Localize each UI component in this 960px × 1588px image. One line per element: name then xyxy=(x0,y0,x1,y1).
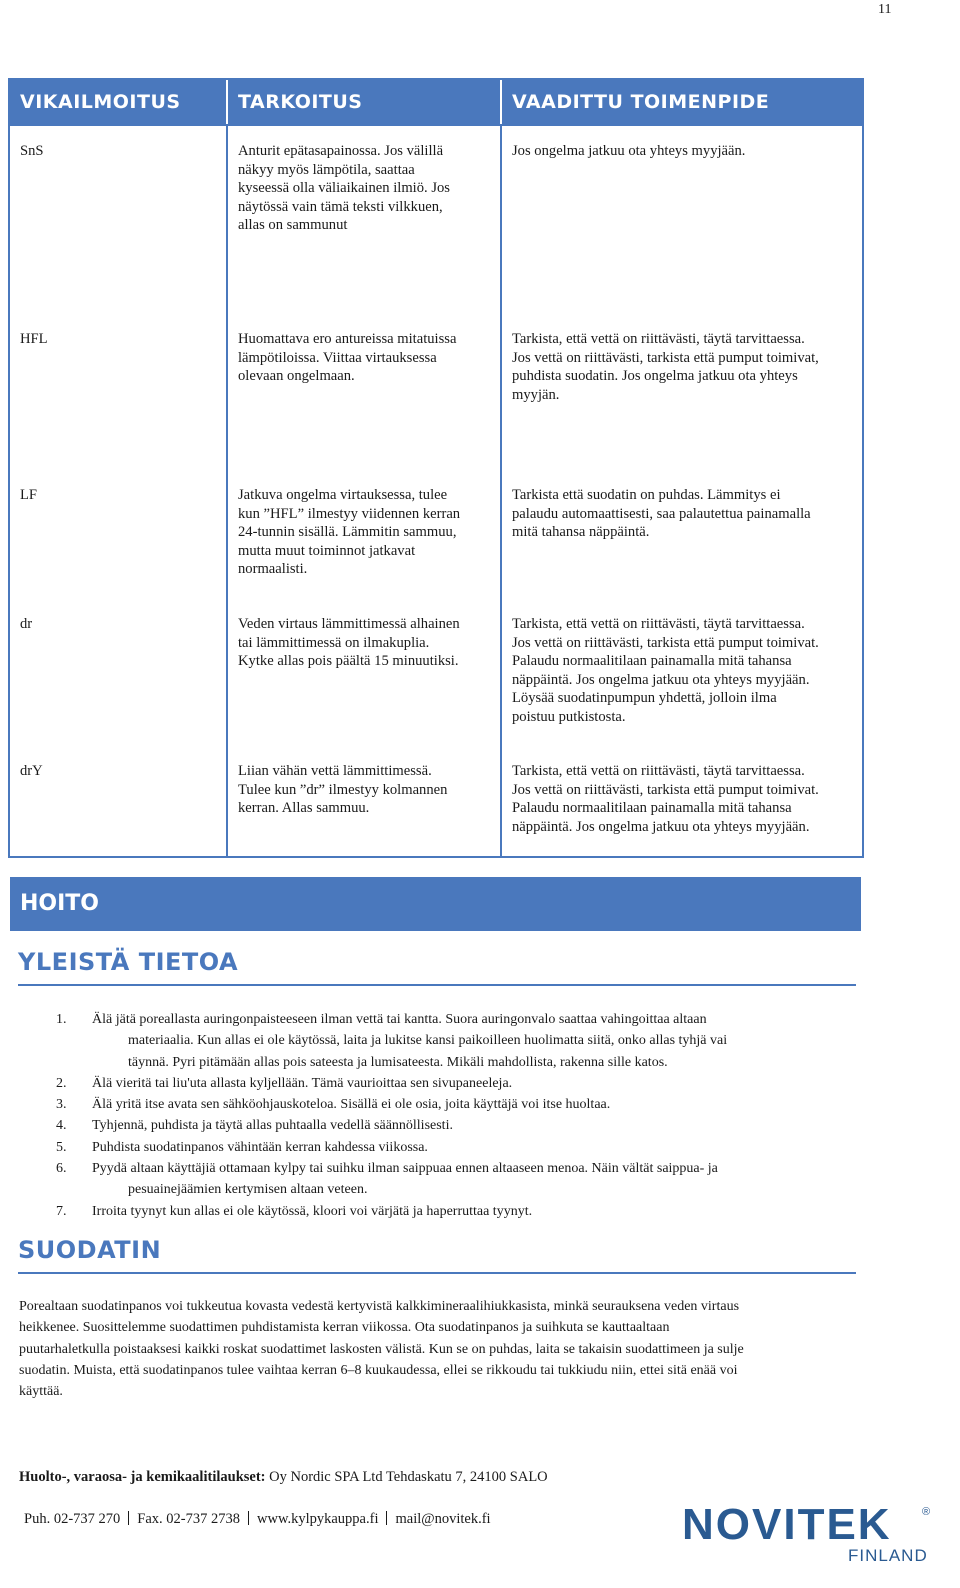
text-line: Älä vieritä tai liu'uta allasta kyljellään. Tämä vaurioittaa sen sivupaneeleja. xyxy=(92,1075,513,1091)
text-line: Huomattava ero antureissa mitatuissa xyxy=(238,331,457,347)
text-line: näppäintä. Jos ongelma jatkuu ota yhteys myyjään. xyxy=(512,671,810,688)
text-line: tai lämmittimessä on ilmakuplia. xyxy=(238,634,430,651)
error-code: LF xyxy=(10,470,228,599)
footer-web-link[interactable]: www.kylpykauppa.fi xyxy=(257,1511,379,1527)
error-meaning xyxy=(228,314,502,470)
novitek-logo xyxy=(680,1495,950,1565)
text-line: Palaudu normaalitilaan painamalla mitä tahansa xyxy=(512,653,792,670)
table-row xyxy=(10,126,862,314)
text-line: Porealtaan suodatinpanos voi tukkeutua kovasta vedestä kertyvistä kalkkimineraalihiukkasista, minkä seurauksena veden virtaus xyxy=(19,1299,740,1314)
list-number: 7. xyxy=(56,1203,67,1219)
care-instructions-list xyxy=(56,1009,856,1222)
footer-contacts xyxy=(24,1511,491,1528)
list-item xyxy=(56,1201,856,1222)
error-code: drY xyxy=(10,746,228,856)
text-line: Tulee kun ”dr” ilmestyy kolmannen xyxy=(238,781,448,798)
error-action xyxy=(502,599,862,746)
footer-phone: Puh. 02-737 270 xyxy=(24,1511,121,1527)
logo-sub: FINLAND xyxy=(848,1546,928,1565)
separator xyxy=(128,1511,129,1525)
table-row xyxy=(10,746,862,856)
error-code-table xyxy=(8,78,864,858)
list-text xyxy=(92,1158,856,1201)
list-number: 3. xyxy=(56,1097,67,1113)
list-number: 4. xyxy=(56,1118,67,1134)
text-line: pesuainejäämien kertymisen altaan veteen. xyxy=(128,1182,368,1198)
error-action xyxy=(502,314,862,470)
text-line: Pyydä altaan käyttäjiä ottamaan kylpy tai suihku ilman saippuaa ennen altaaseen menoa. Näin vältät saippua- ja xyxy=(92,1161,718,1177)
error-code: SnS xyxy=(10,126,228,314)
header-meaning: TARKOITUS xyxy=(228,80,502,124)
list-item xyxy=(56,1115,856,1136)
list-text xyxy=(92,1115,856,1136)
text-line: 24-tunnin sisällä. Lämmitin sammuu, xyxy=(238,524,457,541)
text-line: näppäintä. Jos ongelma jatkuu ota yhteys myyjään. xyxy=(512,818,810,835)
text-line: lämpötiloissa. Viittaa virtauksessa xyxy=(238,349,437,366)
text-line: olevaan ongelmaan. xyxy=(238,368,355,385)
text-line: Puhdista suodatinpanos vähintään kerran kahdessa viikossa. xyxy=(92,1139,428,1155)
text-line: Jatkuva ongelma virtauksessa, tulee xyxy=(238,487,448,503)
text-line: Löysää suodatinpumpun yhdettä, jolloin ilma xyxy=(512,690,777,707)
list-item xyxy=(56,1137,856,1158)
header-action: VAADITTU TOIMENPIDE xyxy=(512,91,770,113)
footer-address xyxy=(19,1469,548,1486)
text-line: normaalisti. xyxy=(238,561,308,578)
list-number: 6. xyxy=(56,1161,67,1177)
text-line: Tarkista, että vettä on riittävästi, täytä tarvittaessa. xyxy=(512,763,805,779)
filter-paragraph xyxy=(19,1296,859,1402)
text-line: Tarkista että suodatin on puhdas. Lämmitys ei xyxy=(512,487,781,503)
text-line: suodatin. Muista, että suodatinpanos tulee vaihtaa kerran 6–8 kuukaudessa, ellei se rikkoudu tai tukkiudu niin, ettei sitä enää voi xyxy=(19,1362,738,1378)
text-line: mutta muut toiminnot jatkavat xyxy=(238,542,416,559)
table-header xyxy=(10,80,862,126)
text-line: Kytke allas pois päältä 15 minuutiksi. xyxy=(238,653,459,670)
list-number: 1. xyxy=(56,1012,67,1027)
separator xyxy=(386,1511,387,1525)
list-text xyxy=(92,1094,856,1115)
list-number: 5. xyxy=(56,1139,67,1155)
footer-label: Huolto-, varaosa- ja kemikaalitilaukset: xyxy=(19,1469,266,1485)
list-item xyxy=(56,1073,856,1094)
section-heading-hoito: HOITO xyxy=(10,877,861,931)
list-item xyxy=(56,1158,856,1201)
text-line: kun ”HFL” ilmestyy viidennen kerran xyxy=(238,505,461,522)
text-line: kerran. Allas sammuu. xyxy=(238,800,370,817)
text-line: mitä tahansa näppäintä. xyxy=(512,524,650,541)
table-row xyxy=(10,314,862,470)
text-line: poistuu putkistosta. xyxy=(512,708,626,725)
table-row xyxy=(10,470,862,599)
subheading-general-info: YLEISTÄ TIETOA xyxy=(18,948,856,986)
list-item xyxy=(56,1094,856,1115)
footer-company: Oy Nordic SPA Ltd Tehdaskatu 7, 24100 SALO xyxy=(265,1469,548,1485)
error-action xyxy=(502,470,862,599)
text-line: Veden virtaus lämmittimessä alhainen xyxy=(238,616,460,632)
text-line: heikkenee. Suosittelemme suodattimen puhdistamista kerran viikossa. Ota suodatinpanos ja suihkuta se kauttaaltaan xyxy=(19,1320,670,1336)
header-error-code: VIKAILMOITUS xyxy=(10,80,228,124)
text-line: allas on sammunut xyxy=(238,217,348,234)
footer-fax: Fax. 02-737 2738 xyxy=(137,1511,240,1527)
error-code: dr xyxy=(10,599,228,746)
text-line: puhdista suodatin. Jos ongelma jatkuu ota yhteys xyxy=(512,368,798,385)
text-line: Jos vettä on riittävästi, tarkista että pumput toimivat. xyxy=(512,781,819,798)
text-line: Irroita tyynyt kun allas ei ole käytössä, kloori voi värjätä ja haperruttaa tyynyt. xyxy=(92,1203,533,1219)
text-line: palaudu automaattisesti, saa palautettua painamalla xyxy=(512,505,811,522)
list-text xyxy=(92,1073,856,1094)
text-line: Älä yritä itse avata sen sähköohjauskoteloa. Sisällä ei ole osia, joita käyttäjä voi itse huoltaa. xyxy=(92,1097,611,1113)
error-meaning xyxy=(228,470,502,599)
error-meaning xyxy=(228,746,502,856)
error-code: HFL xyxy=(10,314,228,470)
text-line: Palaudu normaalitilaan painamalla mitä tahansa xyxy=(512,800,792,817)
text-line: Liian vähän vettä lämmittimessä. xyxy=(238,763,432,779)
list-text xyxy=(92,1137,856,1158)
text-line: Jos vettä on riittävästi, tarkista että pumput toimivat, xyxy=(512,349,819,366)
text-line: Tarkista, että vettä on riittävästi, täytä tarvittaessa. xyxy=(512,331,805,347)
text-line: Anturit epätasapainossa. Jos välillä xyxy=(238,143,444,159)
text-line: näkyy myös lämpötila, saattaa xyxy=(238,161,415,178)
text-line: puutarhaletkulla poistaaksesi kaikki roskat suodattimet laskosten välistä. Kun se on puhdas, laita se takaisin suodattimeen ja sulje xyxy=(19,1341,744,1357)
footer-mail-link[interactable]: mail@novitek.fi xyxy=(395,1511,491,1527)
error-action xyxy=(502,746,862,856)
page-number: 11 xyxy=(878,2,892,17)
error-action xyxy=(502,126,862,314)
list-text xyxy=(92,1201,856,1222)
text-line: Jos ongelma jatkuu ota yhteys myyjään. xyxy=(512,143,746,159)
list-text xyxy=(92,1009,856,1073)
text-line: Jos vettä on riittävästi, tarkista että pumput toimivat. xyxy=(512,634,819,651)
text-line: Älä jätä poreallasta auringonpaisteeseen ilman vettä tai kantta. Suora auringonvalo saattaa vahingoittaa altaan xyxy=(92,1012,707,1027)
text-line: myyjän. xyxy=(512,386,560,403)
text-line: Tyhjennä, puhdista ja täytä allas puhtaalla vedellä säännöllisesti. xyxy=(92,1118,453,1134)
text-line: täynnä. Pyri pitämään allas pois sateesta ja lumisateesta. Mikäli mahdollista, rakenna sille katos. xyxy=(128,1054,668,1070)
subheading-filter: SUODATIN xyxy=(18,1236,856,1274)
logo-registered-mark: ® xyxy=(922,1506,931,1518)
text-line: käyttää. xyxy=(19,1384,63,1400)
list-item xyxy=(56,1009,856,1073)
text-line: materiaalia. Kun allas ei ole käytössä, laita ja lukitse kansi paikoilleen huolimatta siitä, onko allas tyhjä vai xyxy=(128,1033,728,1049)
separator xyxy=(248,1511,249,1525)
text-line: näytössä vain tämä teksti vilkkuen, xyxy=(238,198,443,215)
table-row xyxy=(10,599,862,746)
error-meaning xyxy=(228,126,502,314)
text-line: Tarkista, että vettä on riittävästi, täytä tarvittaessa. xyxy=(512,616,805,632)
logo-name: NOVITEK xyxy=(682,1500,892,1549)
list-number: 2. xyxy=(56,1075,67,1091)
text-line: kyseessä olla väliaikainen ilmiö. Jos xyxy=(238,180,450,197)
error-meaning xyxy=(228,599,502,746)
